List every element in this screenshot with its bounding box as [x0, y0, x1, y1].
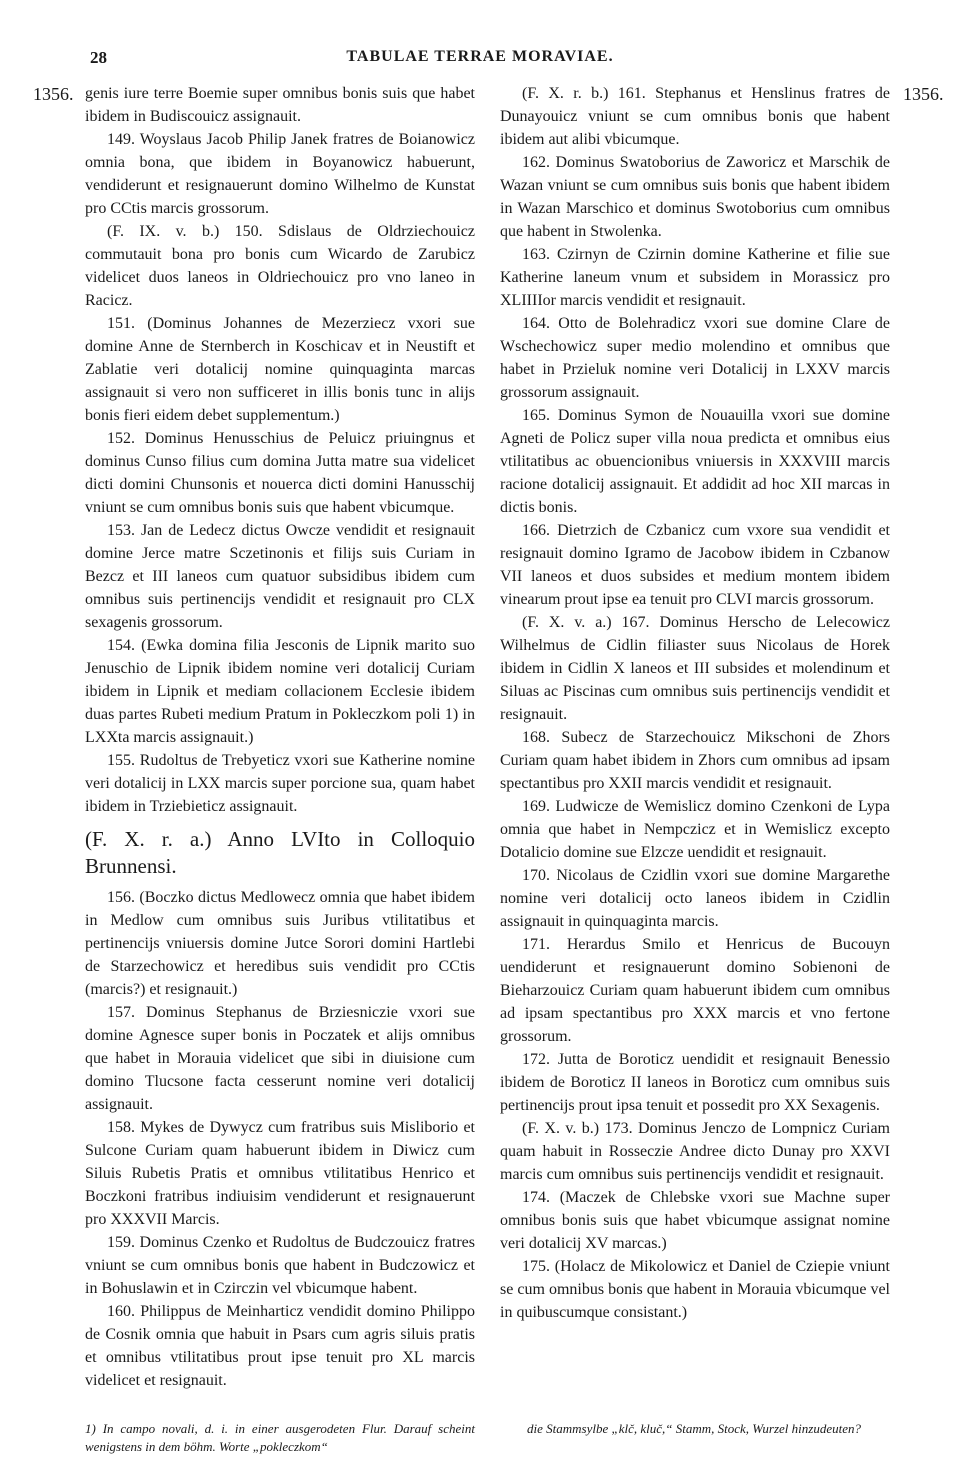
- entry-170: 170. Nicolaus de Czidlin vxori sue domine Margarethe nomine veri dotalicij octo laneos ibidem in Czidlin assignauit in quinquaginta marcis.: [500, 867, 890, 930]
- entry-160: 160. Philippus de Meinharticz vendidit domino Philippo de Cosnik omnia que habuit in Psars cum agris siluis pratis et omnibus vtilitatibus prout ipse tenuit pro XL marcis videlicet et resignauit.: [85, 1303, 475, 1389]
- entry-164: 164. Otto de Bolehradicz vxori sue domine Clare de Wschechowicz super medio molendino et omnibus que habet in Przieluk nomine veri Dotalicij in LXXV marcis grossorum assignauit.: [500, 315, 890, 401]
- entry-149: 149. Woyslaus Jacob Philip Janek fratres de Boianowicz omnia bona, que ibidem in Boyanowicz habuerunt, vendiderunt et resignauerunt domino Wilhelmo de Kunstat pro CCtis marcis grossorum.: [85, 131, 475, 217]
- footnote-left: 1) In campo novali, d. i. in einer ausgerodeten Flur. Darauf scheint wenigstens in dem böhm. Worte „pokleczkom“: [85, 1421, 475, 1454]
- page-number: 28: [90, 48, 107, 67]
- year-marker-right: 1356.: [903, 84, 944, 104]
- page-header: [0, 48, 960, 72]
- entry-168: 168. Subecz de Starzechouicz Mikschoni de Zhors Curiam quam habet ibidem in Zhors cum omnibus ad ipsam spectantibus pro XXII marcis vendidit et resignauit.: [500, 729, 890, 792]
- entry-165: 165. Dominus Symon de Nouauilla vxori sue domine Agneti de Policz super villa noua predicta et omnibus eius vtilitatibus ac obuencionibus vniuersis in XXXVIII marcis racione dotalicij assignauit. Et addidit ad hoc XII marcas in dictis bonis.: [500, 407, 890, 516]
- entry-continuation: genis iure terre Boemie super omnibus bonis suis que habet ibidem in Budiscouicz assignauit.: [85, 85, 475, 125]
- section-heading: (F. X. r. a.) Anno LVIto in Colloquio Brunnensi.: [85, 827, 475, 878]
- entry-167: (F. X. v. a.) 167. Dominus Herscho de Lelecowicz Wilhelmus de Cidlin filiaster suus Nicolaus de Horek ibidem in Cidlin X laneos et III subsides et molendinum et Siluas ac Piscinas cum omnibus suis pertinencijs vendidit et resignauit.: [500, 614, 890, 723]
- entry-169: 169. Ludwicze de Wemislicz domino Czenkoni de Lypa omnia que habet in Nempczicz et in Wemislicz excepto Dotalicio domine sue Elzcze uendidit et resignauit.: [500, 798, 890, 861]
- entry-175: 175. (Holacz de Mikolowicz et Daniel de Cziepie vniunt se cum omnibus bonis que habent in Morauia vbicumque vel in quibuscumque consistant.): [500, 1258, 890, 1321]
- entry-150: (F. IX. v. b.) 150. Sdislaus de Oldrziechouicz commutauit bona pro bonis cum Wicardo de Zarubicz videlicet duos laneos in Oldriechouicz pro vno laneo in Racicz.: [85, 223, 475, 309]
- entry-166: 166. Dietrzich de Czbanicz cum vxore sua vendidit et resignauit domino Igramo de Jacobow ibidem in Czbanow VII laneos et duos subsides et medium montem ibidem vinearum prout ipse ea tenuit pro CLVI marcis grossorum.: [500, 522, 890, 608]
- entry-151: 151. (Dominus Johannes de Mezerziecz vxori sue domine Anne de Sternberch in Koschicav et in Neustift et Zablatie veri dotalicij nomine quinquaginta marcas assignauit si vero non sufficeret in illis bonis tunc in alijs bonis fieri eidem debet supplementum.): [85, 315, 475, 424]
- entry-162: 162. Dominus Swatoborius de Zaworicz et Marschik de Wazan vniunt se cum omnibus suis bonis que habent ibidem in Wazan Marschico et dominus Swotoborius cum omnibus que habent in Stwolenka.: [500, 154, 890, 240]
- entry-158: 158. Mykes de Dywycz cum fratribus suis Misliborio et Sulcone Curiam quam habuerunt ibidem in Diwicz cum Siluis Rubetis Pratis et omnibus vtilitatibus Henrico et Boczkoni fratribus indiuisim vendiderunt et resignauerunt pro XXXVII Marcis.: [85, 1119, 475, 1228]
- entry-171: 171. Herardus Smilo et Henricus de Bucouyn uendiderunt et resignauerunt domino Sobienoni de Bieharzouicz Curiam quam habuerunt ibidem cum omnibus ad ipsam spectantibus pro XXX marcis et vno fertone grossorum.: [500, 936, 890, 1045]
- entry-161: (F. X. r. b.) 161. Stephanus et Henslinus fratres de Dunayouicz vniunt se cum omnibus bonis que habent ibidem aut alibi vbicumque.: [500, 85, 890, 148]
- entry-153: 153. Jan de Ledecz dictus Owcze vendidit et resignauit domine Jerce matre Sczetinonis et filijs suis Curiam in Bezcz et III laneos cum quatuor subsidibus ibidem cum omnibus suis pertinencijs vendidit et resignauit pro CLX sexagenis grossorum.: [85, 522, 475, 631]
- entry-157: 157. Dominus Stephanus de Brziesniczie vxori sue domine Agnesce super bonis in Poczatek et alijs omnibus que habet in Morauia videlicet que sibi in diuisione cum domino Tlucsone facta cesserunt nomine veri dotalicij assignauit.: [85, 1004, 475, 1113]
- entry-173: (F. X. v. b.) 173. Dominus Jenczo de Lompnicz Curiam quam habuit in Rosseczie Andree dicto Dunay pro XXVI marcis cum omnibus suis pertinencijs vendidit et resignauit.: [500, 1120, 890, 1183]
- left-column: [85, 82, 475, 1392]
- entry-174: 174. (Maczek de Chlebske vxori sue Machne super omnibus bonis suis que habet vbicumque assignat nomine veri dotalicij XV marcas.): [500, 1189, 890, 1252]
- entry-152: 152. Dominus Henusschius de Peluicz priuingnus et dominus Cunso filius cum domina Jutta matre sua videlicet dicti domini Chunsonis et nouerca dicti domini Hanusschij vniunt se cum omnibus bonis suis que habent vbicumque.: [85, 430, 475, 516]
- entry-163: 163. Czirnyn de Czirnin domine Katherine et filie sue Katherine laneum vnum et subsidem in Morassicz pro XLIIIIor marcis vendidit et resignauit.: [500, 246, 890, 309]
- year-marker-left: 1356.: [33, 84, 74, 104]
- entry-154: 154. (Ewka domina filia Jesconis de Lipnik marito suo Jenuschio de Lipnik ibidem nomine veri dotalicij Curiam ibidem in Lipnik et mediam collacionem Ecclesie ibidem duas partes Rubeti medium Pratum in Pokleczkom poli 1) in LXXta marcis assignauit.): [85, 637, 475, 746]
- entry-156: 156. (Boczko dictus Medlowecz omnia que habet ibidem in Medlow cum omnibus suis Juribus vtilitatibus et pertinencijs vniuersis domine Jutce Sorori domini Hartlebi de Starzechowicz et heredibus suis vendidit pro CCtis (marcis?) et resignauit.): [85, 889, 475, 998]
- footnote-right: die Stammsylbe „klč, kluč,“ Stamm, Stock, Wurzel hinzudeuten?: [527, 1421, 861, 1436]
- entry-159: 159. Dominus Czenko et Rudoltus de Budczouicz fratres vniunt se cum omnibus bonis que habent in Budczowicz et in Bohuslawin et in Czirczin vel vbicumque habent.: [85, 1234, 475, 1297]
- right-column: [500, 82, 890, 1324]
- entry-155: 155. Rudoltus de Trebyeticz vxori sue Katherine nomine veri dotalicij in LXX marcis super porcione sua, quam habet ibidem in Trziebieticz assignauit.: [85, 752, 475, 815]
- running-title: TABULAE TERRAE MORAVIAE.: [346, 48, 614, 65]
- entry-172: 172. Jutta de Boroticz uendidit et resignauit Benessio ibidem de Boroticz II laneos in Boroticz cum omnibus suis pertinencijs prout ipsa tenuit et possedit pro XX Sexagenis.: [500, 1051, 890, 1114]
